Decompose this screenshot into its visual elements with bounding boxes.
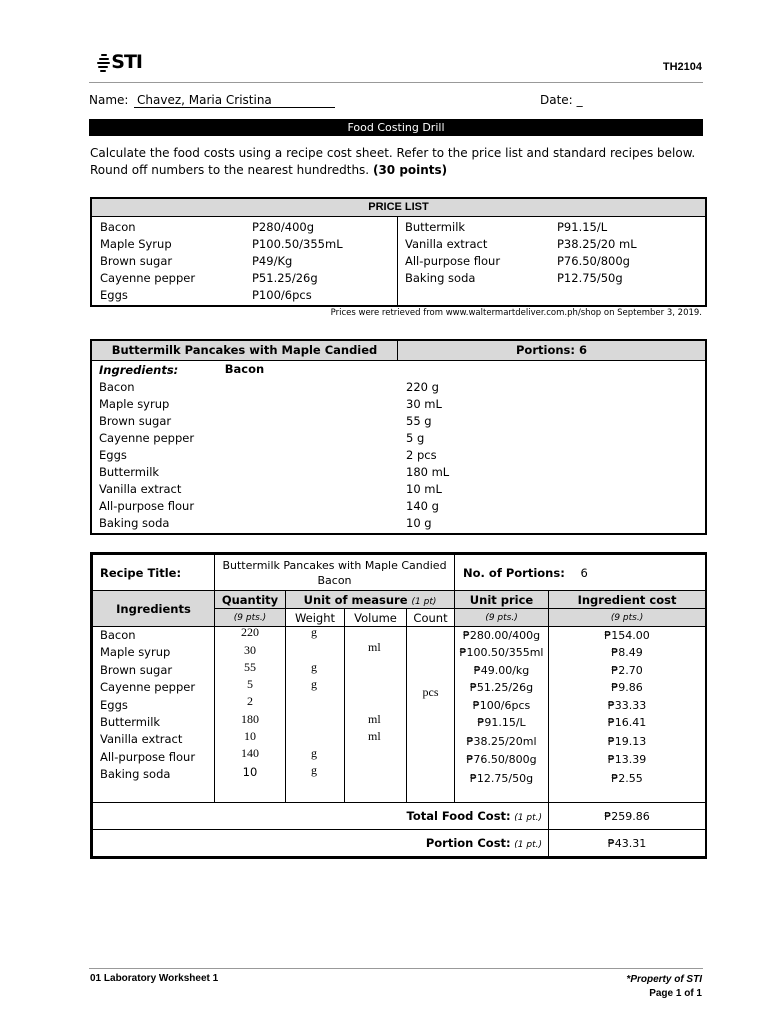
ingredient-name: Buttermilk [100,715,161,729]
recipe-ingredient: Eggs 2 pcs [99,448,437,462]
total-food-cost-value[interactable]: ₱259.86 [549,803,706,830]
footer-title: 01 Laboratory Worksheet 1 [90,973,219,984]
ingredient-name: Brown sugar [100,663,173,677]
recipe-portions: Portions: 6 [516,343,587,357]
count-column[interactable]: pcs [407,627,455,803]
recipe-ingredient: Vanilla extract 10 mL [99,482,442,496]
ingredients-column [93,627,215,803]
price-list-table [90,197,707,307]
document-code: TH2104 [662,61,702,73]
col-ingredient-cost: Ingredient cost [549,591,706,609]
section-banner: Food Costing Drill [89,119,703,136]
col-weight: Weight [286,609,345,627]
price-items-left: Bacon Maple Syrup Brown sugar Cayenne pepper Eggs [100,220,196,302]
ingredient-name: Maple syrup [100,645,171,659]
quantity-points: (9 pts.) [215,609,286,627]
standard-recipe-table [90,339,707,535]
price-items-right: Buttermilk Vanilla extract All-purpose flour Baking soda [405,220,501,285]
recipe-ingredient: Bacon 220 g [99,380,439,394]
date-field[interactable]: _ [576,93,583,107]
date-label: Date: _ [540,93,583,107]
recipe-ingredient: All-purpose flour 140 g [99,499,439,513]
price-list-divider [397,217,398,305]
unit-price-points: (9 pts.) [455,609,549,627]
price-values-right: P91.15/L P38.25/20 mL P76.50/800g P12.75/50g [557,220,637,285]
recipe-title: Buttermilk Pancakes with Maple Candied Bacon [92,341,398,360]
recipe-ingredient: Buttermilk 180 mL [99,465,450,479]
col-count: Count [407,609,455,627]
portions-cell: No. of Portions: 6 [455,555,706,591]
sti-logo-icon [96,51,109,73]
name-field[interactable]: Chavez, Maria Cristina [134,93,335,108]
portion-cost-label: Portion Cost: (1 pt.) [93,830,549,857]
sti-logo [96,48,142,76]
recipe-cost-sheet [90,552,707,859]
recipe-ingredient: Maple syrup 30 mL [99,397,442,411]
logo-text: STI [111,51,142,73]
ingredient-name: Bacon [100,628,136,642]
ingredient-name: Cayenne pepper [100,680,196,694]
portions-value[interactable]: 6 [580,565,588,580]
col-unit-price: Unit price [455,591,549,609]
recipe-ingredient: Baking soda 10 g [99,516,432,530]
price-source-note: Prices were retrieved from www.waltermartdeliver.com.ph/shop on September 3, 2019. [330,308,702,318]
col-quantity: Quantity [215,591,286,609]
property-note: *Property of STI [626,974,702,985]
name-label: Name: [89,93,129,107]
points-label: (30 points) [372,163,448,177]
quantity-column[interactable]: 220 30 55 5 2 180 10 140 10 [215,627,286,803]
weight-column[interactable]: g g g g g [286,627,345,803]
price-values-left: P280/400g P100.50/355mL P49/Kg P51.25/26g P100/6pcs [252,220,343,302]
portion-cost-value[interactable]: ₱43.31 [549,830,706,857]
ingredient-cost-column[interactable]: ₱154.00 ₱8.49 ₱2.70 ₱9.86 ₱33.33 ₱16.41 ₱19.13 ₱13.39 ₱2.55 [549,627,706,803]
recipe-ingredient: Brown sugar 55 g [99,414,432,428]
price-list-title: PRICE LIST [92,199,705,217]
ingredient-name: Baking soda [100,767,171,781]
cost-sheet-recipe-title[interactable]: Buttermilk Pancakes with Maple Candied Bacon [215,555,455,591]
page-number: Page 1 of 1 [649,988,702,999]
recipe-title-label: Recipe Title: [93,555,215,591]
unit-price-column[interactable]: ₱280.00/400g ₱100.50/355ml ₱49.00/kg ₱51.25/26g ₱100/6pcs ₱91.15/L ₱38.25/20ml ₱76.50/800g ₱12.75/50g [455,627,549,803]
col-volume: Volume [345,609,407,627]
instructions: Calculate the food costs using a recipe cost sheet. Refer to the price list and standard recipes below. Round off numbers to the nearest hundredths. (30 points) [90,146,696,177]
ingredient-cost-points: (9 pts.) [549,609,706,627]
footer-divider [89,968,703,969]
total-food-cost-label: Total Food Cost: (1 pt.) [93,803,549,830]
col-ingredients: Ingredients [93,591,215,627]
ingredients-label: Ingredients: [99,363,179,377]
volume-column[interactable]: ml ml ml [345,627,407,803]
col-unit-of-measure: Unit of measure (1 pt) [286,591,455,609]
header-divider [89,82,703,83]
ingredient-name: All-purpose flour [100,750,196,764]
footer-info [626,973,702,1001]
recipe-ingredient: Cayenne pepper 5 g [99,431,425,445]
ingredient-name: Vanilla extract [100,732,183,746]
ingredient-name: Eggs [100,698,128,712]
